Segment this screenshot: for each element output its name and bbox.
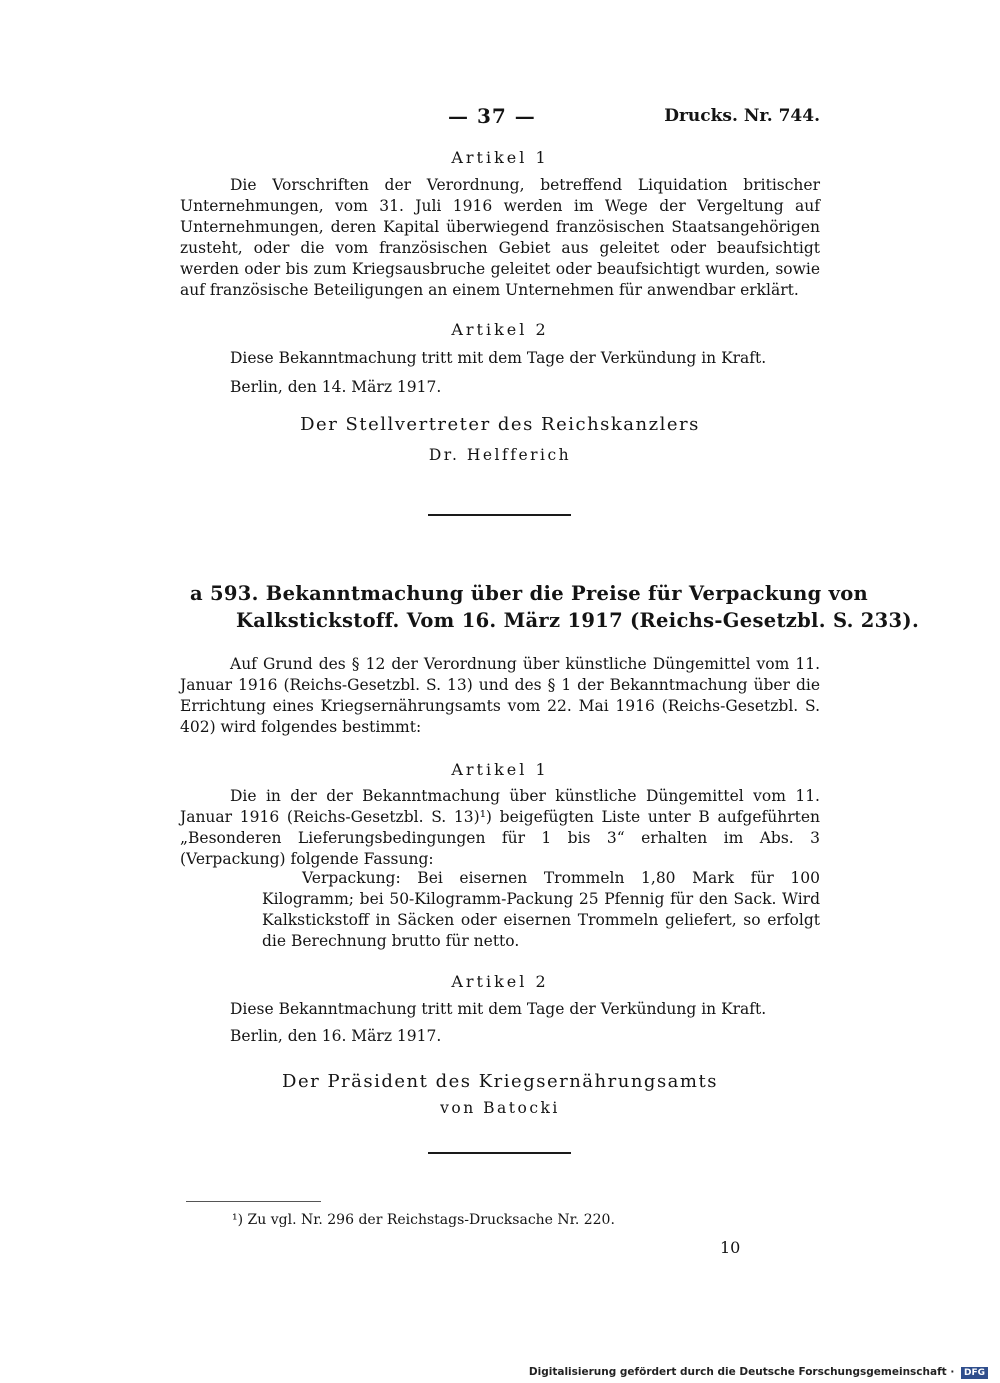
section2-signer-title: Der Präsident des Kriegsernährungsamts	[282, 1071, 718, 1092]
section1-artikel1-title: Artikel 1	[451, 148, 549, 167]
footnote: ¹) Zu vgl. Nr. 296 der Reichstags-Drucksache Nr. 220.	[232, 1212, 615, 1228]
section-end-rule	[428, 1152, 571, 1154]
page-marker: — 37 —	[448, 104, 536, 128]
section2-heading-line2: Kalkstickstoff. Vom 16. März 1917 (Reichs-Gesetzbl. S. 233).	[236, 609, 920, 632]
section1-signer-title: Der Stellvertreter des Reichskanzlers	[300, 414, 700, 435]
section-divider-rule	[428, 514, 571, 516]
footnote-rule	[186, 1201, 321, 1202]
page-number: 10	[720, 1238, 741, 1257]
section2-artikel1-title: Artikel 1	[451, 760, 549, 779]
section2-artikel1-quote: Verpackung: Bei eisernen Trommeln 1,80 Mark für 100 Kilogramm; bei 50-Kilogramm-Packung 25 Pfennig für den Sack. Wird Kalkstickstoff in Säcken oder eisernen Trommeln geliefert, so erfolgt die Berechnung brutto für netto.	[262, 869, 820, 950]
section2-artikel1-text: Die in der der Bekanntmachung über künstliche Düngemittel vom 11. Januar 1916 (Reichs-Gesetzbl. S. 13)¹) beigefügten Liste unter B aufgeführten „Besonderen Lieferungsbedingungen für 1 bis 3“ erhalten im Abs. 3 (Verpackung) folgende Fassung:	[180, 787, 820, 868]
section1-signer-name: Dr. Helfferich	[428, 446, 572, 464]
section2-place-date: Berlin, den 16. März 1917.	[230, 1027, 442, 1045]
drucksache-number: Drucks. Nr. 744.	[664, 106, 820, 126]
section2-intro-text: Auf Grund des § 12 der Verordnung über künstliche Düngemittel vom 11. Januar 1916 (Reichs-Gesetzbl. S. 13) und des § 1 der Bekanntmachung über die Errichtung eines Kriegsernährungsamts vom 22. Mai 1916 (Reichs-Gesetzbl. S. 402) wird folgendes bestimmt:	[180, 655, 820, 736]
section1-artikel2-text: Diese Bekanntmachung tritt mit dem Tage der Verkündung in Kraft.	[230, 349, 767, 367]
section2-artikel2-text: Diese Bekanntmachung tritt mit dem Tage der Verkündung in Kraft.	[230, 1000, 767, 1018]
section1-artikel2-title: Artikel 2	[451, 320, 549, 339]
section1-place-date: Berlin, den 14. März 1917.	[230, 378, 442, 396]
section2-artikel2-title: Artikel 2	[451, 972, 549, 991]
dfg-logo: DFG	[961, 1367, 988, 1379]
dfg-notice-text: Digitalisierung gefördert durch die Deutsche Forschungsgemeinschaft	[528, 1366, 947, 1378]
section2-heading-line1: a 593. Bekanntmachung über die Preise für Verpackung von	[190, 582, 869, 605]
section2-signer-name: von Batocki	[440, 1099, 560, 1117]
dfg-notice: Digitalisierung gefördert durch die Deutsche Forschungsgemeinschaft · DFG	[529, 1366, 988, 1379]
section1-artikel1-text: Die Vorschriften der Verordnung, betreffend Liquidation britischer Unternehmungen, vom 31. Juli 1916 werden im Wege der Vergeltung auf Unternehmungen, deren Kapital überwiegend französischen Staatsangehörigen zusteht, oder die vom französischen Gebiet aus geleitet oder beaufsichtigt werden oder bis zum Kriegsausbruche geleitet oder beaufsichtigt wurden, sowie auf französische Beteiligungen an einem Unternehmen für anwendbar erklärt.	[180, 176, 820, 299]
